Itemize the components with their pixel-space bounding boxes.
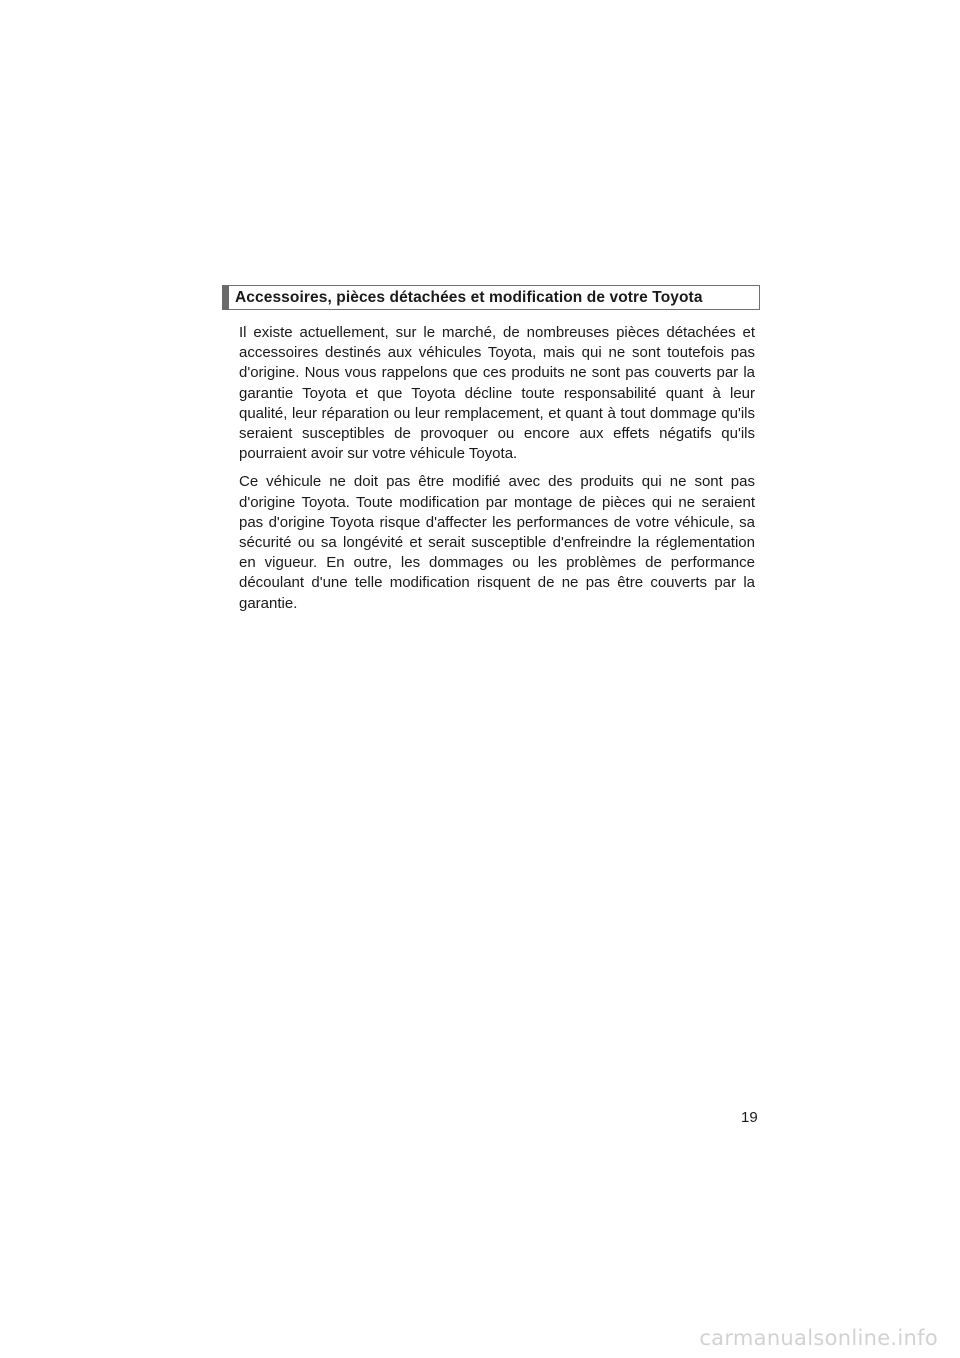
section-header-bar — [222, 285, 229, 310]
watermark: carmanualsonline.info — [699, 1326, 938, 1350]
section-title: Accessoires, pièces détachées et modification de votre Toyota — [235, 289, 703, 306]
paragraph-aftermarket-parts: Il existe actuellement, sur le marché, de nombreuses pièces détachées et accessoires destinés aux véhicules Toyota, mais qui ne sont toutefois pas d'origine. Nous vous rappelons que ces produits ne sont pas couverts par la garantie Toyota et que Toyota décline toute responsabilité quant à leur qualité, leur réparation ou leur remplacement, et quant à tout dommage qu'ils seraient susceptibles de provoquer ou encore aux effets négatifs qu'ils pourraient avoir sur votre véhicule Toyota. — [239, 324, 755, 463]
body-text — [239, 323, 755, 622]
section-header — [222, 285, 760, 310]
paragraph-modification-warning: Ce véhicule ne doit pas être modifié avec des produits qui ne sont pas d'origine Toyota. Toute modification par montage de pièces qui ne seraient pas d'origine Toyota risque d'affecter les performances de votre véhicule, sa sécurité ou sa longévité et serait susceptible d'enfreindre la réglementation en vigueur. En outre, les dommages ou les problèmes de performance découlant d'une telle modification risquent de ne pas être couverts par la garantie. — [239, 473, 755, 612]
page-number: 19 — [741, 1109, 758, 1126]
